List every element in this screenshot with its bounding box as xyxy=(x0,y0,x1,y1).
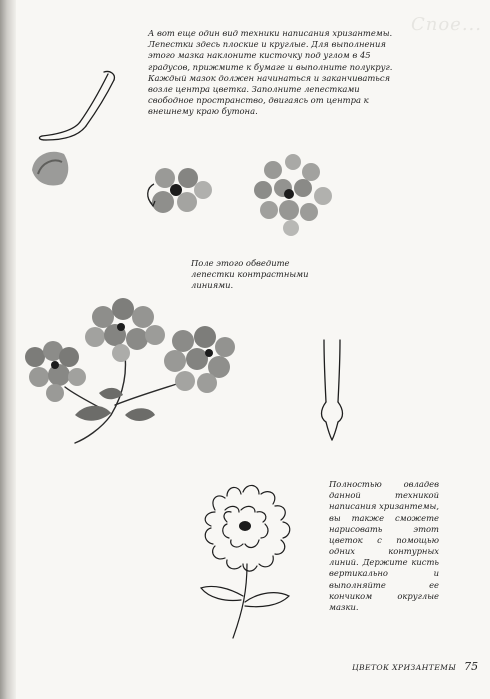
vertical-brush-illustration xyxy=(310,338,355,443)
page-footer xyxy=(352,660,478,673)
running-footer-title: ЦВЕТОК ХРИЗАНТЕМЫ xyxy=(352,663,457,672)
outline-instruction: Поле этого обведите лепестки контрастными линиями. xyxy=(191,258,309,291)
flower-cluster-right xyxy=(164,326,235,393)
flowering-branch-illustration xyxy=(15,295,250,445)
full-flower xyxy=(245,152,340,237)
page-number: 75 xyxy=(464,660,479,673)
outline-technique-paragraph: Полностью овладев данной техникой написания хризантемы, вы также сможете нарисовать этот цветок с помощью одних контурных линий. Держите кисть вертикально и выполняйте ее кончиком округлые мазки. xyxy=(329,479,439,612)
four-petal-flower xyxy=(140,160,220,225)
flower-cluster-left xyxy=(25,341,86,402)
show-through-text: Спое... xyxy=(410,14,482,35)
flower-cluster-top xyxy=(85,298,165,362)
outline-chrysanthemum xyxy=(185,480,315,645)
brush-45-illustration xyxy=(30,70,140,190)
book-spine-shadow xyxy=(0,0,16,699)
intro-paragraph: А вот еще один вид техники написания хризантемы. Лепестки здесь плоские и круглые. Для выполнения этого мазка наклоните кисточку под углом в 45 градусов, прижмите к бумаге и выполните полукруг. Каждый мазок должен начинаться и заканчиваться возле центра цветка. Заполните лепестками свободное пространство, двигаясь от центра к внешнему краю бутона. xyxy=(148,28,393,117)
